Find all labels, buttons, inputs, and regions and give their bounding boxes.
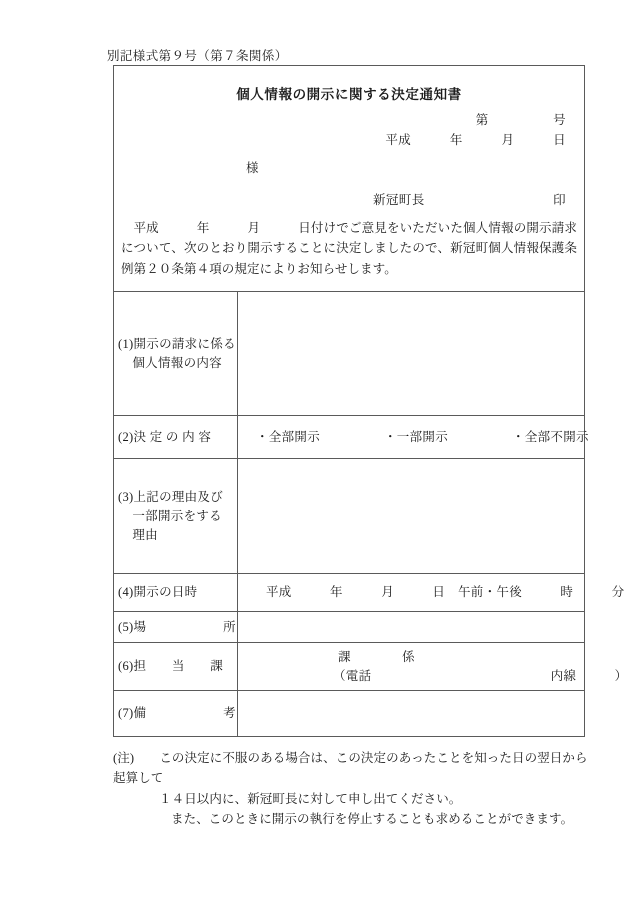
row-label-line1: (2)決 定 の 内 容	[118, 429, 212, 444]
document-date-line: 平成 年 月 日	[385, 133, 566, 147]
table-row	[114, 691, 584, 736]
row-label-line1: (6)担 当 課	[118, 659, 224, 673]
seal-mark: 印	[553, 193, 566, 207]
row-value-reason[interactable]	[238, 459, 585, 574]
department-phone-line[interactable]: （電話 内線 ）	[333, 668, 628, 683]
row-label-line1: (4)開示の日時	[118, 585, 198, 599]
row-label-department	[114, 643, 238, 691]
department-section-line[interactable]: 課 係	[338, 649, 415, 664]
row-label-line1: (5)場 所	[118, 619, 236, 634]
footnote	[113, 748, 591, 829]
table-row	[114, 416, 584, 459]
row-value-disclosure-request-content[interactable]	[238, 292, 585, 416]
table-row	[114, 612, 584, 643]
addressee-suffix: 様	[246, 161, 259, 175]
table-row	[114, 643, 584, 691]
row-label-disclosure-request-content	[114, 292, 238, 416]
row-label-remarks	[114, 691, 238, 736]
footnote-line-1: (注) この決定に不服のある場合は、この決定のあったことを知った日の翌日から起算して	[113, 751, 588, 786]
row-value-decision-content[interactable]	[238, 416, 589, 459]
row-label-line1: (7)備 考	[118, 705, 236, 720]
document-header	[114, 66, 584, 291]
row-label-disclosure-datetime	[114, 574, 238, 612]
row-label-line2: 一部開示をする	[132, 508, 222, 523]
row-label-line3: 理由	[132, 527, 158, 542]
row-label-line1: (1)開示の請求に係る	[118, 336, 236, 351]
row-label-decision-content	[114, 416, 238, 459]
document-number-line: 第 号	[475, 113, 566, 127]
row-label-line2: 個人情報の内容	[132, 355, 222, 370]
issuer-name: 新冠町長	[373, 193, 425, 207]
notice-details-table	[114, 291, 628, 736]
table-row	[114, 574, 584, 612]
row-label-place	[114, 612, 238, 643]
row-label-line1: (3)上記の理由及び	[118, 489, 224, 504]
body-paragraph: 平成 年 月 日付けでご意見をいただいた個人情報の開示請求について、次のとおり開示することに決定しましたので、新冠町個人情報保護条例第２０条第４項の規定によりお知らせします。	[121, 221, 577, 276]
row-value-disclosure-datetime[interactable]	[238, 574, 625, 612]
form-code-label: 別記様式第９号（第７条関係）	[107, 49, 288, 63]
row-value-remarks[interactable]	[238, 691, 585, 736]
row-value-place[interactable]	[238, 612, 585, 643]
row-value-department[interactable]	[238, 643, 628, 691]
notice-document-box	[113, 65, 628, 737]
footnote-line-3: また、このときに開示の執行を停止することも求めることができます。	[171, 811, 574, 826]
datetime-fields[interactable]: 平成 年 月 日 午前・午後 時 分	[266, 585, 625, 599]
page-title: 個人情報の開示に関する決定通知書	[236, 87, 462, 102]
table-row	[114, 292, 584, 416]
footnote-line-2: １４日以内に、新冠町長に対して申し出てください。	[159, 791, 462, 806]
row-label-reason	[114, 459, 238, 574]
table-row	[114, 459, 584, 574]
decision-options[interactable]: ・全部開示 ・一部開示 ・全部不開示	[256, 429, 589, 444]
